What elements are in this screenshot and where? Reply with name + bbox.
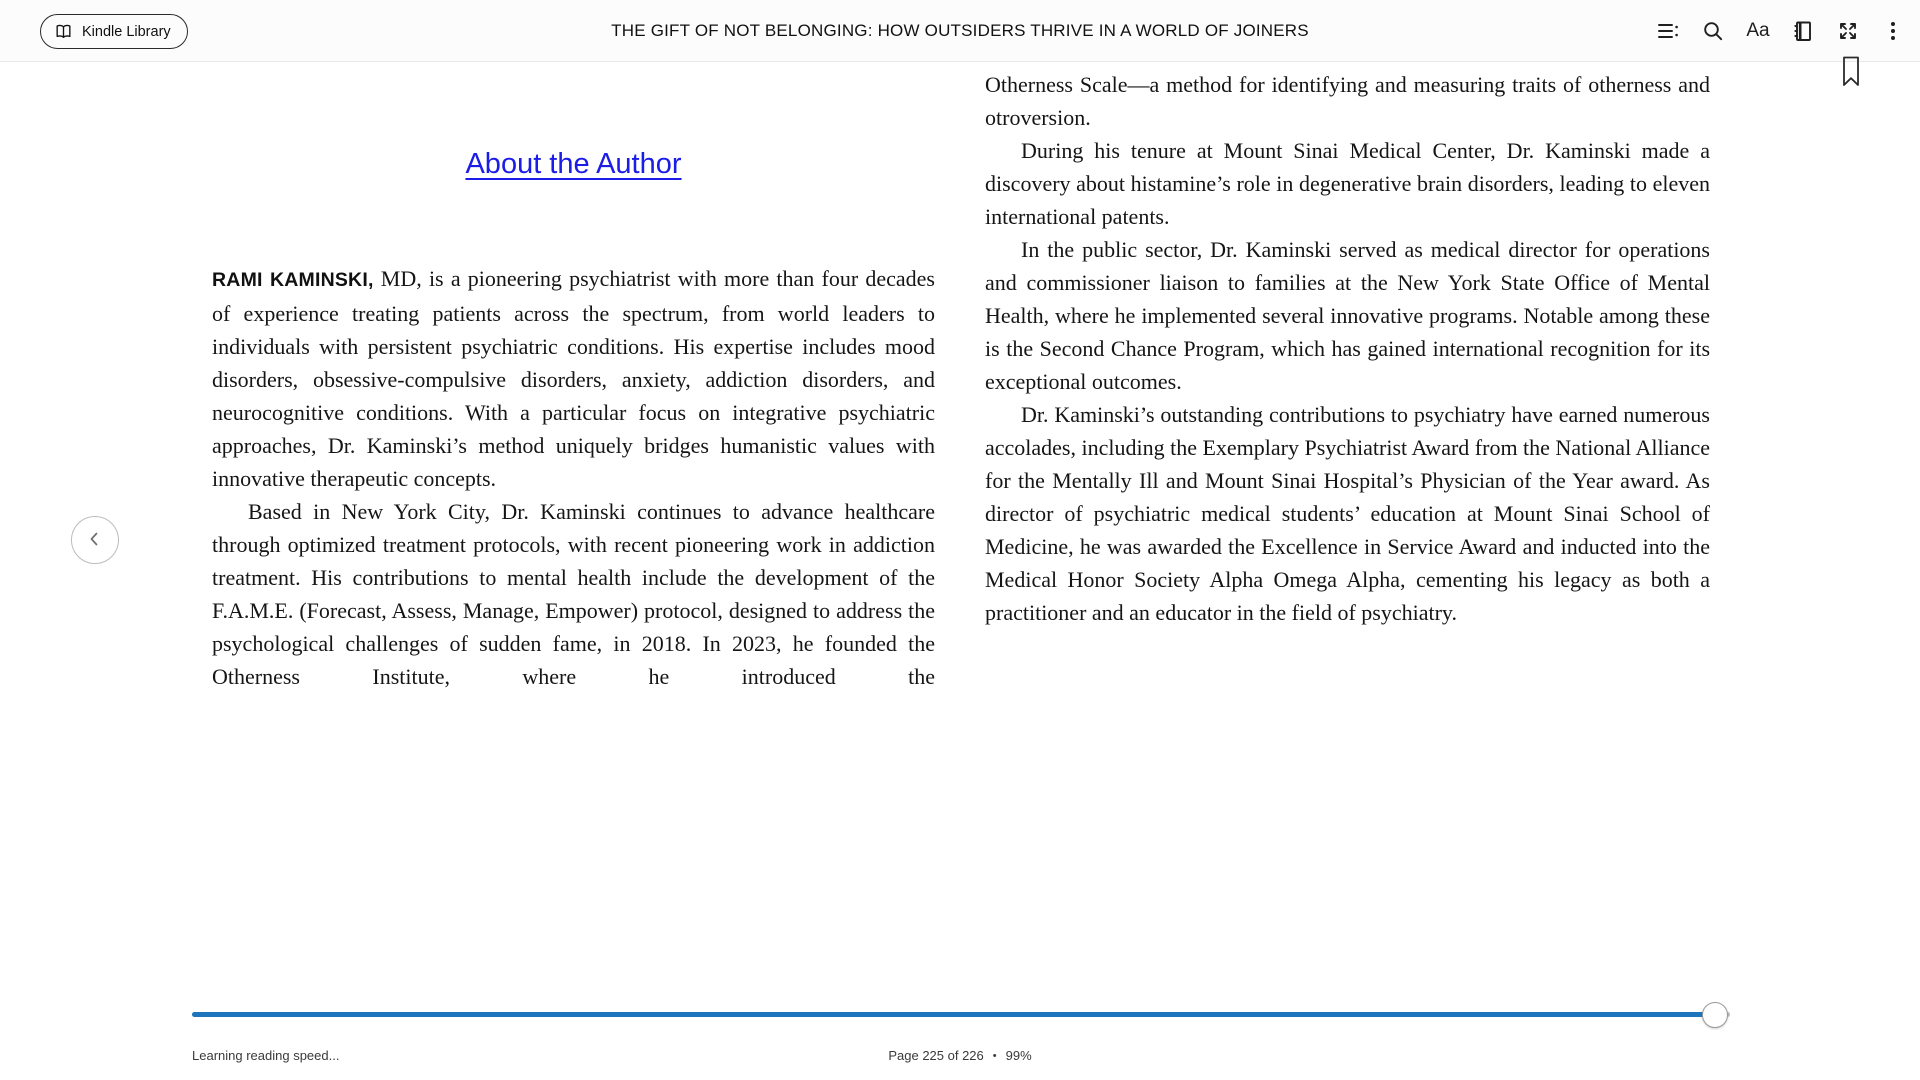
notebook-icon — [1791, 19, 1815, 43]
overflow-menu-icon — [1881, 19, 1905, 43]
paragraph — [212, 262, 935, 495]
reading-progress-slider[interactable] — [192, 1012, 1730, 1017]
reader-toolbar — [1655, 0, 1906, 62]
percent-read-label: 99% — [1005, 1048, 1032, 1063]
previous-page-button[interactable] — [71, 516, 119, 564]
font-settings-button[interactable] — [1745, 18, 1771, 44]
toc-icon — [1656, 19, 1680, 43]
open-book-icon — [54, 22, 73, 41]
fullscreen-icon — [1836, 19, 1860, 43]
paragraph: During his tenure at Mount Sinai Medical Center, Dr. Kaminski made a discovery about histamine’s role in degenerative brain disorders, leading to eleven international patents. — [985, 138, 1710, 229]
font-settings-icon: Aa — [1746, 20, 1770, 41]
book-page — [0, 62, 1920, 960]
paragraph: In the public sector, Dr. Kaminski served as medical director for operations and commissioner liaison to families at the New York State Office of Mental Health, where he implemented several innovative programs. Notable among these is the Second Chance Program, which has gained international recognition for its exceptional outcomes. — [985, 237, 1710, 394]
paragraph: Dr. Kaminski’s outstanding contributions to psychiatry have earned numerous accolades, including the Exemplary Psychiatrist Award from the National Alliance for the Mentally Ill and Mount Sinai Hospital’s Physician of the Year award. As director of psychiatric medical students’ education at Mount Sinai School of Medicine, he was awarded the Excellence in Service Award and inducted into the Medical Honor Society Alpha Omega Alpha, cementing his legacy as both a practitioner and an educator in the field of psychiatry. — [985, 402, 1710, 625]
toc-button[interactable] — [1655, 18, 1681, 44]
page-position-status — [888, 1048, 1031, 1063]
paragraph: Based in New York City, Dr. Kaminski continues to advance healthcare through optimized treatment protocols, with recent pioneering work in addiction treatment. His contributions to mental health include the development of the F.A.M.E. (Forecast, Assess, Manage, Empower) protocol, designed to address the psychological challenges of sudden fame, in 2018. In 2023, he founded the Otherness Institute, where he introduced the — [212, 499, 935, 689]
reading-speed-status: Learning reading speed... — [192, 1048, 340, 1063]
paragraph: Otherness Scale—a method for identifying and measuring traits of otherness and otroversion. — [985, 72, 1710, 130]
right-column-text — [985, 68, 1710, 629]
left-column — [212, 62, 935, 693]
notebook-button[interactable] — [1790, 18, 1816, 44]
search-button[interactable] — [1700, 18, 1726, 44]
overflow-menu-button[interactable] — [1880, 18, 1906, 44]
author-name-lead: RAMI KAMINSKI, — [212, 269, 374, 291]
chevron-left-icon — [83, 527, 107, 554]
search-icon — [1701, 19, 1725, 43]
progress-fill — [192, 1012, 1715, 1017]
fullscreen-button[interactable] — [1835, 18, 1861, 44]
right-column — [985, 62, 1710, 629]
kindle-library-label: Kindle Library — [82, 23, 171, 40]
top-toolbar — [0, 0, 1920, 62]
chapter-heading-link[interactable]: About the Author — [465, 148, 682, 180]
kindle-library-button[interactable] — [40, 14, 188, 49]
left-column-text — [212, 262, 935, 693]
separator-dot: • — [992, 1049, 997, 1062]
progress-slider-handle[interactable] — [1702, 1002, 1728, 1028]
page-number-label: Page 225 of 226 — [888, 1048, 984, 1063]
paragraph-text: MD, is a pioneering psychiatrist with more than four decades of experience treating patients across the spectrum, from world leaders to individuals with persistent psychiatric conditions. His expertise includes mood disorders, obsessive-compulsive disorders, anxiety, addiction disorders, and neurocognitive conditions. With a particular focus on integrative psychiatric approaches, Dr. Kaminski’s method uniquely bridges humanistic values with innovative therapeutic concepts. — [212, 266, 935, 491]
book-title: THE GIFT OF NOT BELONGING: HOW OUTSIDERS THRIVE IN A WORLD OF JOINERS — [611, 21, 1309, 40]
